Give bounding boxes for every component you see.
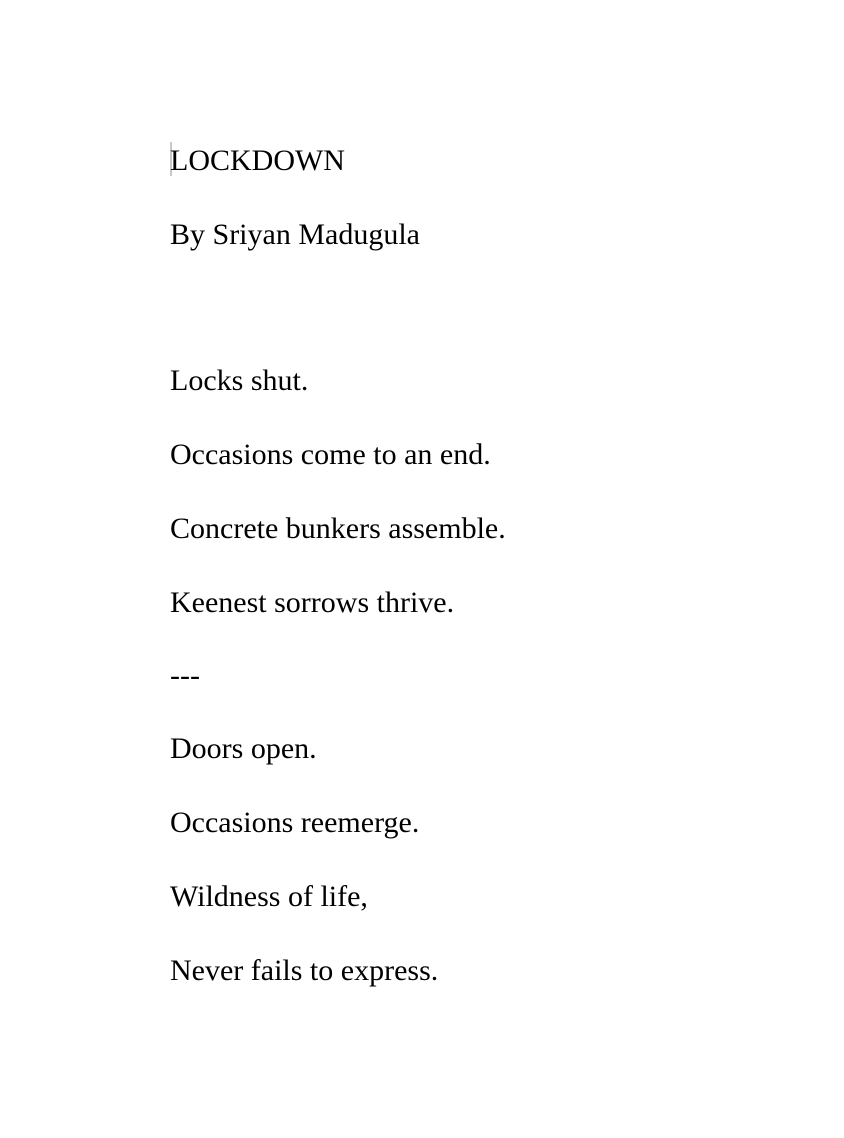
poem-author: By Sriyan Madugula — [170, 218, 420, 251]
stanza1-line-2: Occasions come to an end. — [170, 438, 491, 471]
stanza2-line-2: Occasions reemerge. — [170, 806, 420, 839]
stanza2-line-4: Never fails to express. — [170, 954, 439, 987]
poem-title: LOCKDOWN — [170, 144, 345, 177]
stanza1-line-3: Concrete bunkers assemble. — [170, 512, 506, 545]
stanza2-line-3: Wildness of life, — [170, 880, 368, 913]
stanza1-line-4: Keenest sorrows thrive. — [170, 586, 455, 619]
stanza1-line-1: Locks shut. — [170, 364, 309, 397]
stanza-separator: --- — [170, 659, 200, 692]
stanza2-line-1: Doors open. — [170, 732, 317, 765]
